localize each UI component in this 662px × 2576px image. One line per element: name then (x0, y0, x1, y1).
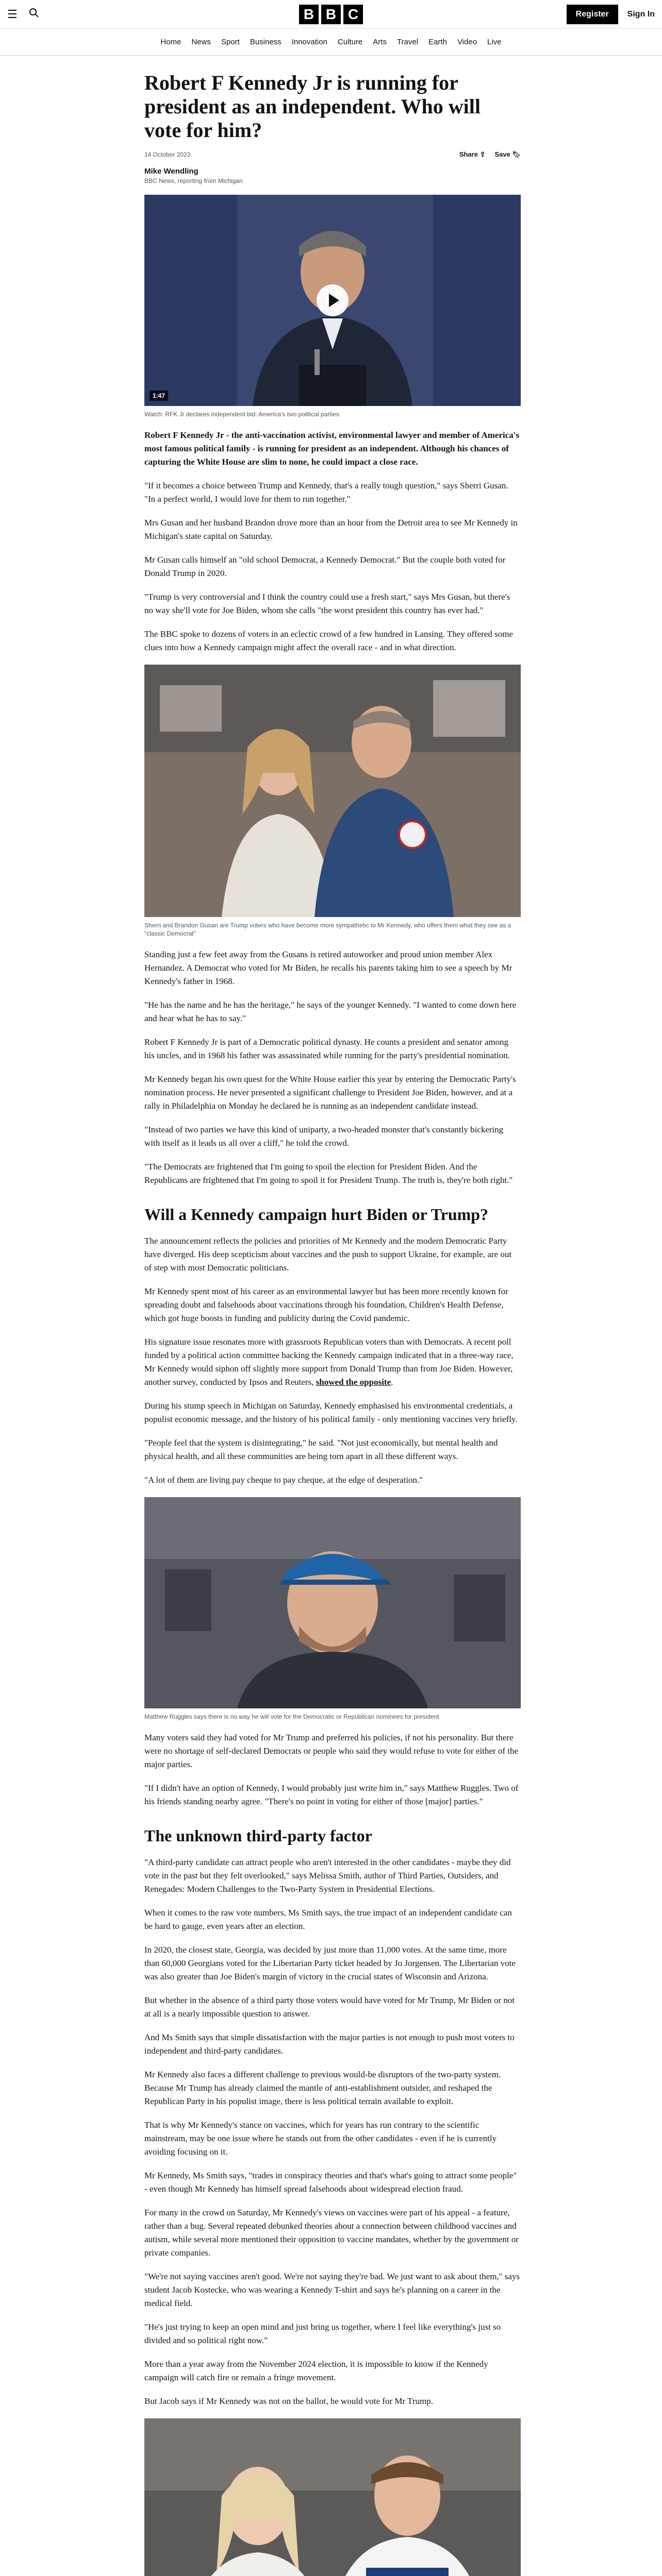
showed-the-opposite-link[interactable]: showed the opposite (316, 1377, 391, 1387)
photo-ruggles (144, 1497, 521, 1721)
subheading: The unknown third-party factor (144, 1826, 372, 1845)
nav-item-culture[interactable]: Culture (337, 38, 363, 46)
video-player[interactable] (144, 195, 521, 418)
paragraph: That is why Mr Kennedy's stance on vaccines, which for years has run contrary to the scientific mainstream, may be one issue where he stands out from the other candidates - even if he is currently avoiding focusing on it. (144, 2120, 497, 2157)
top-bar-right (567, 5, 655, 24)
paragraph: "We're not saying vaccines aren't good. We're not saying they're bad. We just want to ask about them," says student Jacob Kostecke, who was wearing a Kennedy T-shirt and says he's planning on a career in the medical field. (144, 2272, 520, 2308)
article-actions (459, 150, 521, 159)
subheading: Will a Kennedy campaign hurt Biden or Trump? (144, 1205, 489, 1224)
paragraph: The BBC spoke to dozens of voters in an eclectic crowd of a few hundred in Lansing. They offered some clues into how a Kennedy campaign might affect the overall race - and in what direction. (144, 629, 514, 652)
nav-item-home[interactable]: Home (160, 38, 181, 46)
register-button[interactable]: Register (567, 5, 618, 24)
paragraph: Mrs Gusan and her husband Brandon drove more than an hour from the Detroit area to see Mr Kennedy in Michigan's state capital on Saturday. (144, 518, 518, 541)
photo-supporters-image (144, 2418, 521, 2576)
paragraph-text: His signature issue resonates more with grassroots Republican voters than with Democrats. A recent poll funded by a political action committee backing the Kennedy campaign indicated that in a three-way race, Mr Kennedy would siphon off slightly more support from Donald Trump than from Joe Biden. However, another survey, conducted by Ipsos and Reuters, (144, 1337, 514, 1387)
paragraph-text: . (391, 1377, 393, 1387)
top-bar-left (7, 8, 39, 21)
paragraph: "He's just trying to keep an open mind and just bring us together, where I feel like everything's just so divided and so political right now." (144, 2322, 501, 2345)
logo-letter: C (343, 5, 363, 24)
article-meta (144, 150, 521, 159)
paragraph: More than a year away from the November 2024 election, it is impossible to know if the Kennedy campaign will catch fire or remain a fringe movement. (144, 2359, 488, 2382)
paragraph: "A third-party candidate can attract people who aren't interested in the other candidates - maybe they did vote in the past but they felt overlooked," says Melissa Smith, author of Third Parties, Outsiders, and Renegades: Modern Challenges to the Two-Party System in Presidential Elections. (144, 1857, 511, 1894)
paragraph (144, 1335, 521, 1389)
paragraph: "If I didn't have an option of Kennedy, I would probably just write him in," says Matthew Ruggles. Two of his friends standing nearby agree. "There's no point in voting for either of those [major] parties." (144, 1783, 519, 1806)
play-button[interactable] (317, 284, 349, 316)
paragraph: "People feel that the system is disintegrating," he said. "Not just economically, but mental health and physical health, and all these communities are being torn apart in all these different ways. (144, 1438, 498, 1461)
top-bar (0, 0, 662, 29)
paragraph: Mr Kennedy, Ms Smith says, "trades in conspiracy theories and that's what's going to attract some people" - even though Mr Kennedy has himself spread falsehoods about widespread election fraud. (144, 2171, 517, 2194)
paragraph: But Jacob says if Mr Kennedy was not on the ballot, he would vote for Mr Trump. (144, 2396, 433, 2406)
paragraph: "The Democrats are frightened that I'm going to spoil the election for President Biden. And the Republicans are frightened that I'm going to spoil it for President Trump. The truth is, they're both right." (144, 1162, 513, 1185)
paragraph: "He has the name and he has the heritage," he says of the younger Kennedy. "I wanted to come down here and hear what he has to say." (144, 1000, 517, 1023)
nav-item-arts[interactable]: Arts (373, 38, 387, 46)
menu-icon[interactable]: ☰ (7, 7, 18, 21)
nav-item-business[interactable]: Business (250, 38, 282, 46)
video-thumbnail (144, 195, 521, 406)
paragraph: Mr Gusan calls himself an "old school Democrat, a Kennedy Democrat." But the couple both voted for Donald Trump in 2020. (144, 555, 506, 578)
sign-in-button[interactable]: Sign In (627, 9, 655, 19)
video-duration: 1:47 (150, 391, 168, 401)
nav-item-video[interactable]: Video (457, 38, 477, 46)
paragraph: Many voters said they had voted for Mr Trump and preferred his policies, if not his personality. But there were no shortage of self-declared Democrats or people who said they would refuse to vote for either of the major parties. (144, 1733, 519, 1769)
nav-item-sport[interactable]: Sport (221, 38, 240, 46)
nav-item-news[interactable]: News (191, 38, 211, 46)
save-label: Save (494, 150, 510, 158)
bbc-logo[interactable] (299, 5, 363, 24)
share-label: Share (459, 150, 478, 158)
paragraph: "If it becomes a choice between Trump and Kennedy, that's a really tough question," says Sherri Gusan. "In a perfect world, I would love for them to run together." (144, 481, 508, 504)
share-icon: ⇪ (479, 150, 486, 158)
photo-gusans (144, 665, 521, 938)
paragraph: "A lot of them are living pay cheque to pay cheque, at the edge of desperation." (144, 1475, 423, 1485)
save-button[interactable] (494, 150, 521, 159)
main-nav (0, 29, 662, 56)
lead-paragraph: Robert F Kennedy Jr - the anti-vaccination activist, environmental lawyer and member of America's most famous political family - is running for president as an independent. Although his chances of capturing the White House are slim to none, he could impact a close race. (144, 430, 520, 467)
paragraph: Standing just a few feet away from the Gusans is retired autoworker and proud union member Alex Hernandez. A Democrat who voted for Mr Biden, he recalls his parents taking him to see a speech by Mr Kennedy's father in 1968. (144, 950, 512, 986)
photo-gusans-image (144, 665, 521, 917)
publish-date: 14 October 2023 (144, 151, 191, 158)
paragraph: And Ms Smith says that simple dissatisfaction with the major parties is not enough to push most voters to independent and third-party candidates. (144, 2032, 515, 2056)
share-button[interactable] (459, 150, 486, 159)
logo-letter: B (299, 5, 319, 24)
nav-item-innovation[interactable]: Innovation (291, 38, 327, 46)
paragraph: When it comes to the raw vote numbers, Ms Smith says, the true impact of an independent candidate can be hard to gauge, even years after an election. (144, 1908, 512, 1931)
photo-gusans-caption: Sherri and Brandon Gusan are Trump voters who have become more sympathetic to Mr Kennedy, who offers them what they see as a "classic Democrat" (144, 922, 511, 937)
nav-item-earth[interactable]: Earth (428, 38, 447, 46)
paragraph: For many in the crowd on Saturday, Mr Kennedy's views on vaccines were part of his appeal - a feature, rather than a bug. Several repeated debunked theories about a connection between childhood vaccines and autism, while several more mentioned their opposition to vaccine mandates, whether by the government or private companies. (144, 2208, 519, 2258)
author-name: Mike Wendling (144, 167, 198, 176)
paragraph: "Instead of two parties we have this kind of uniparty, a two-headed monster that's constantly bickering with itself as it leads us all over a cliff," he told the crowd. (144, 1125, 504, 1148)
paragraph: Robert F Kennedy Jr is part of a Democratic political dynasty. He counts a president and senator among his uncles, and in 1968 his father was assassinated while running for the party's presidential nomination. (144, 1037, 510, 1060)
play-icon (329, 294, 339, 307)
article (144, 71, 521, 2576)
headline: Robert F Kennedy Jr is running for president as an independent. Who will vote for him? (144, 71, 481, 142)
photo-ruggles-caption: Matthew Ruggles says there is no way he will vote for the Democratic or Republican nominees for president (144, 1713, 439, 1720)
search-icon[interactable] (29, 8, 39, 21)
paragraph: Mr Kennedy began his own quest for the White House earlier this year by entering the Democratic Party's nomination process. He never presented a significant challenge to President Joe Biden, however, and at a rally in Philadelphia on Monday he declared he is running as an independent candidate instead. (144, 1074, 516, 1111)
paragraph: In 2020, the closest state, Georgia, was decided by just more than 11,000 votes. At the same time, more than 60,000 Georgians voted for the Libertarian Party ticket headed by Jo Jorgensen. The Libertarian vote was also greater than Joe Biden's margin of victory in the crucial states of Wisconsin and Arizona. (144, 1945, 516, 1981)
paragraph: Mr Kennedy spent most of his career as an environmental lawyer but has been more recently known for spreading doubt and falsehoods about vaccinations through his foundation, Children's Health Defense, which got huge boosts in funding and publicity during the Covid pandemic. (144, 1286, 508, 1323)
paragraph: The announcement reflects the policies and priorities of Mr Kennedy and the modern Democratic Party have diverged. His deep scepticism about vaccines and the push to support Ukraine, for example, are out of step with most Democratic politicians. (144, 1236, 512, 1273)
photo-supporters (144, 2418, 521, 2576)
video-caption: Watch: RFK Jr declares independent bid: America's two political parties (144, 411, 340, 418)
bookmark-icon: 🔖︎ (512, 150, 521, 158)
paragraph: During his stump speech in Michigan on Saturday, Kennedy emphasised his environmental credentials, a populist economic message, and the history of his political family - only mentioning vaccines very briefly. (144, 1401, 518, 1424)
logo-letter: B (321, 5, 341, 24)
nav-item-live[interactable]: Live (487, 38, 502, 46)
photo-ruggles-image (144, 1497, 521, 1708)
paragraph: Mr Kennedy also faces a different challenge to previous would-be disruptors of the two-party system. Because Mr Trump has already claimed the mantle of anti-establishment outsider, and reshaped the Republican Party in his populist image, there is less political terrain available to exploit. (144, 2070, 501, 2106)
nav-item-travel[interactable]: Travel (396, 38, 419, 46)
paragraph: "Trump is very controversial and I think the country could use a fresh start," says Mrs Gusan, but there's no way she'll vote for Joe Biden, whom she calls "the worst president this country has ever had." (144, 592, 510, 615)
paragraph: But whether in the absence of a third party those voters would have voted for Mr Trump, Mr Biden or not at all is a nearly impossible question to answer. (144, 1995, 515, 2019)
author-role: BBC News, reporting from Michigan (144, 177, 243, 184)
